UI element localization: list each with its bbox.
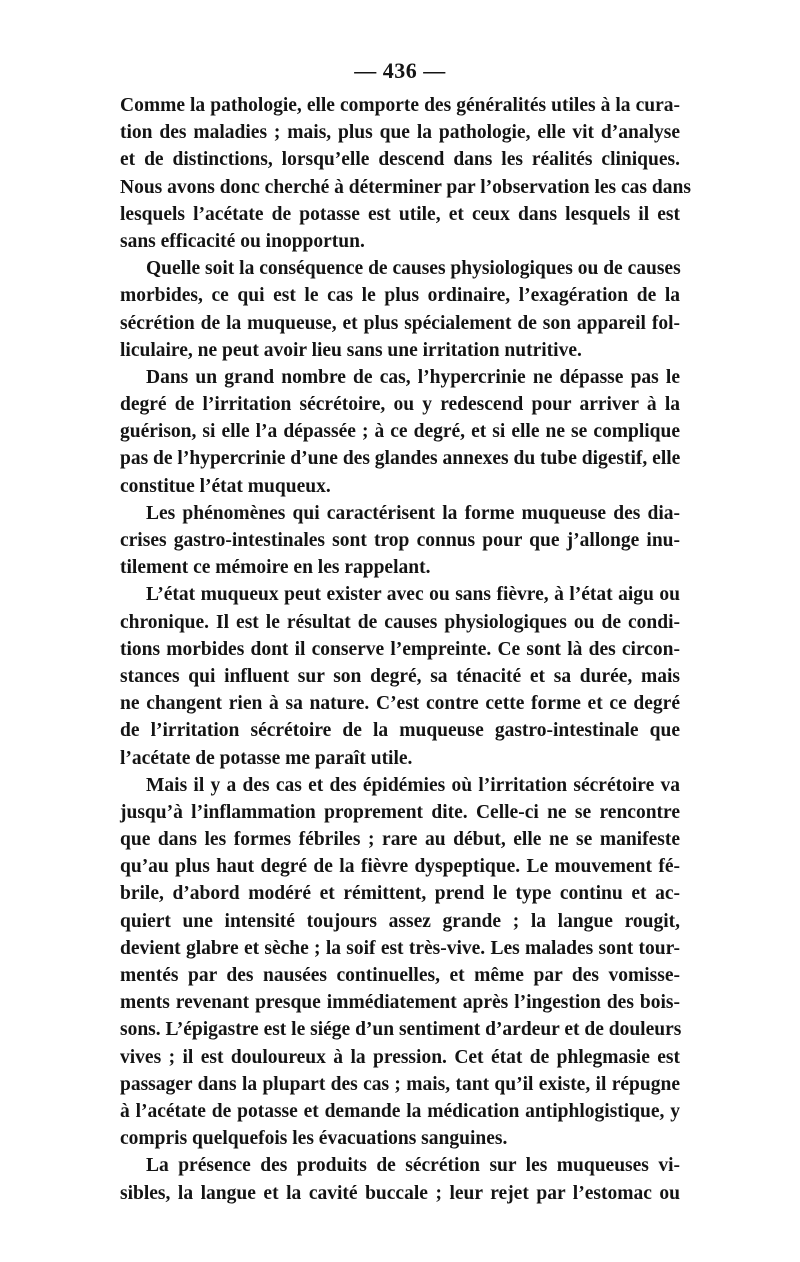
text-line: qu’au plus haut degré de la fièvre dyspeptique. Le mouvement fé- [120, 856, 680, 878]
text-line: tions morbides dont il conserve l’empreinte. Ce sont là des circon- [120, 638, 680, 660]
text-line: pas de l’hypercrinie d’une des glandes annexes du tube digestif, elle [120, 448, 681, 470]
text-line: stances qui influent sur son degré, sa ténacité et sa durée, mais [120, 665, 680, 687]
text-line: et de distinctions, lorsqu’elle descend dans les réalités cliniques. [120, 149, 680, 171]
text-line: Dans un grand nombre de cas, l’hypercrinie ne dépasse pas le [146, 366, 680, 388]
paragraph [120, 772, 680, 1153]
body-text [120, 92, 691, 1207]
text-line: Comme la pathologie, elle comporte des généralités utiles à la cura- [120, 95, 680, 116]
text-line: tilement ce mémoire en les rappelant. [120, 557, 431, 579]
text-line: Les phénomènes qui caractérisent la forme muqueuse des dia- [146, 502, 680, 524]
text-line: que dans les formes fébriles ; rare au début, elle ne se manifeste [120, 829, 680, 851]
text-line: à l’acétate de potasse et demande la médication antiphlogistique, y [120, 1100, 680, 1122]
text-line: L’état muqueux peut exister avec ou sans fièvre, à l’état aigu ou [146, 584, 680, 606]
text-line: guérison, si elle l’a dépassée ; à ce degré, et si elle ne se complique [120, 421, 680, 443]
text-line: sécrétion de la muqueuse, et plus spécialement de son appareil fol- [120, 312, 680, 334]
paragraph [120, 1152, 680, 1206]
text-line: ne changent rien à sa nature. C’est contre cette forme et ce degré [120, 693, 680, 715]
text-line: constitue l’état muqueux. [120, 475, 331, 497]
paragraph [120, 92, 691, 255]
paragraph [120, 500, 680, 582]
text-line: sans efficacité ou inopportun. [120, 230, 365, 252]
text-line: morbides, ce qui est le cas le plus ordinaire, l’exagération de la [120, 285, 680, 307]
text-line: crises gastro-intestinales sont trop connus pour que j’allonge inu- [120, 530, 680, 551]
text-line: devient glabre et sèche ; la soif est très-vive. Les malades sont tour- [120, 937, 680, 959]
text-line: chronique. Il est le résultat de causes physiologiques ou de condi- [120, 611, 680, 633]
text-line: ments revenant presque immédiatement après l’ingestion des bois- [120, 992, 680, 1014]
text-line: La présence des produits de sécrétion sur les muqueuses vi- [146, 1155, 680, 1177]
text-line: sibles, la langue et la cavité buccale ; leur rejet par l’estomac ou [120, 1182, 680, 1204]
text-line: de l’irritation sécrétoire de la muqueuse gastro-intestinale que [120, 720, 680, 742]
text-line: Quelle soit la conséquence de causes physiologiques ou de causes [146, 258, 681, 280]
text-line: liculaire, ne peut avoir lieu sans une irritation nutritive. [120, 339, 582, 361]
text-line: Mais il y a des cas et des épidémies où l’irritation sécrétoire va [146, 774, 680, 796]
text-line: l’acétate de potasse me paraît utile. [120, 747, 413, 769]
text-line: jusqu’à l’inflammation proprement dite. Celle-ci ne se rencontre [120, 801, 680, 823]
text-line: passager dans la plupart des cas ; mais, tant qu’il existe, il répugne [120, 1073, 680, 1095]
text-line: brile, d’abord modéré et rémittent, prend le type continu et ac- [120, 883, 680, 905]
text-line: compris quelquefois les évacuations sanguines. [120, 1128, 508, 1150]
paragraph [120, 581, 680, 771]
paragraph [120, 364, 680, 500]
text-line: mentés par des nausées continuelles, et même par des vomisse- [120, 965, 680, 986]
text-line: sons. L’épigastre est le siége d’un sentiment d’ardeur et de douleurs [120, 1019, 682, 1041]
text-line: lesquels l’acétate de potasse est utile, et ceux dans lesquels il est [120, 203, 680, 225]
text-line: degré de l’irritation sécrétoire, ou y redescend pour arriver à la [120, 394, 680, 416]
page-number: — 436 — [354, 58, 446, 83]
text-line: Nous avons donc cherché à déterminer par l’observation les cas dans [120, 176, 691, 198]
text-line: vives ; il est douloureux à la pression. Cet état de phlegmasie est [120, 1046, 680, 1068]
paragraph [120, 255, 680, 364]
text-line: tion des maladies ; mais, plus que la pathologie, elle vit d’analyse [120, 122, 680, 144]
text-line: quiert une intensité toujours assez grande ; la langue rougit, [120, 910, 680, 932]
